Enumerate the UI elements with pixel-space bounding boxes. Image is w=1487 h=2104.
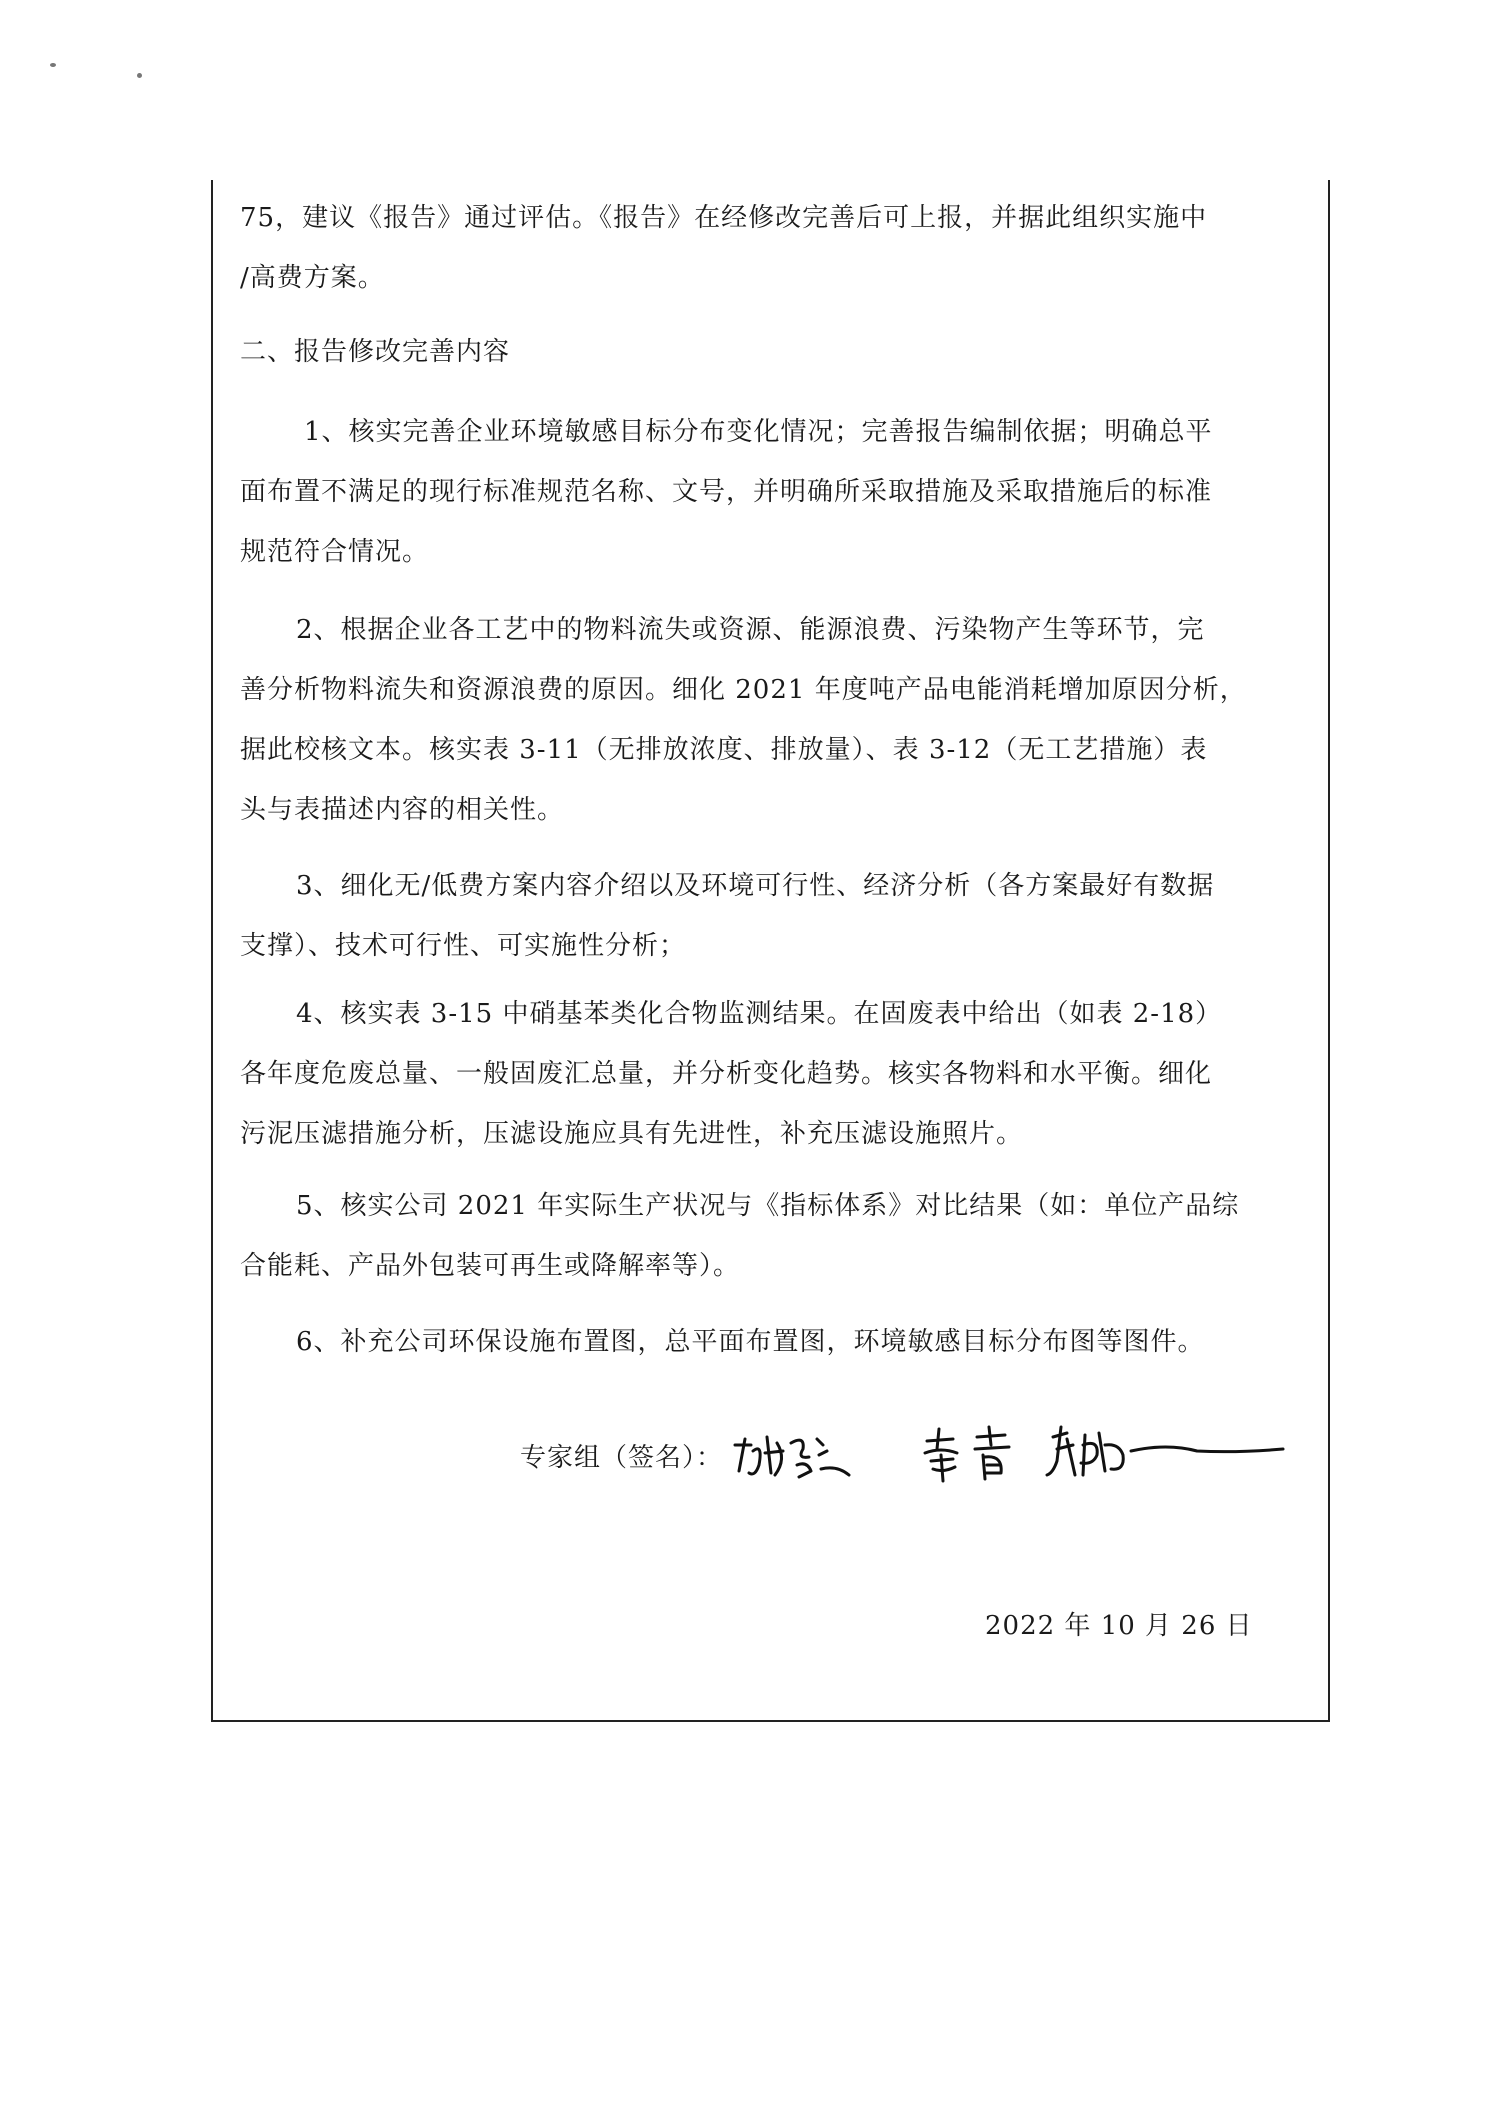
- scan-speck: [50, 63, 56, 67]
- signature-label: 专家组（签名）：: [520, 1442, 724, 1473]
- date-text: 2022 年 10 月 26 日: [985, 1611, 1253, 1641]
- text-line: 2、根据企业各工艺中的物料流失或资源、能源浪费、污染物产生等环节，完: [296, 615, 1205, 645]
- text-line: /高费方案。: [240, 263, 385, 293]
- text-line: 支撑）、技术可行性、可实施性分析；: [240, 931, 687, 961]
- text-line: 6、补充公司环保设施布置图，总平面布置图，环境敏感目标分布图等图件。: [296, 1327, 1205, 1357]
- text-line: 5、核实公司 2021 年实际生产状况与《指标体系》对比结果（如：单位产品综: [296, 1191, 1240, 1221]
- text-line: 善分析物料流失和资源浪费的原因。细化 2021 年度吨产品电能消耗增加原因分析，: [240, 675, 1247, 705]
- text-line: 头与表描述内容的相关性。: [240, 795, 565, 825]
- text-line: 4、核实表 3-15 中硝基苯类化合物监测结果。在固废表中给出（如表 2-18）: [296, 999, 1223, 1029]
- text-line: 面布置不满足的现行标准规范名称、文号，并明确所采取措施及采取措施后的标准: [240, 477, 1213, 507]
- text-line: 3、细化无/低费方案内容介绍以及环境可行性、经济分析（各方案最好有数据: [296, 871, 1215, 901]
- section-title: 二、报告修改完善内容: [240, 337, 511, 367]
- handwritten-signatures: [727, 1415, 1287, 1495]
- signature-row: [520, 1415, 1287, 1495]
- item-2: [240, 600, 1315, 840]
- item-5: [240, 1176, 1315, 1296]
- text-line: 1、核实完善企业环境敏感目标分布变化情况；完善报告编制依据；明确总平: [304, 417, 1213, 447]
- item-6: [240, 1312, 1315, 1372]
- item-1: [240, 402, 1315, 582]
- item-3: [240, 856, 1315, 976]
- text-line: 75，建议《报告》通过评估。《报告》在经修改完善后可上报，并据此组织实施中: [240, 203, 1208, 233]
- text-line: 各年度危废总量、一般固废汇总量，并分析变化趋势。核实各物料和水平衡。细化: [240, 1059, 1213, 1089]
- intro-paragraph: [240, 188, 1315, 308]
- scan-speck: [137, 73, 142, 78]
- item-4: [240, 984, 1315, 1164]
- text-line: 规范符合情况。: [240, 537, 430, 567]
- text-line: 合能耗、产品外包装可再生或降解率等）。: [240, 1251, 741, 1281]
- text-line: 据此校核文本。核实表 3-11（无排放浓度、排放量）、表 3-12（无工艺措施）表: [240, 735, 1208, 765]
- text-line: 污泥压滤措施分析，压滤设施应具有先进性，补充压滤设施照片。: [240, 1119, 1024, 1149]
